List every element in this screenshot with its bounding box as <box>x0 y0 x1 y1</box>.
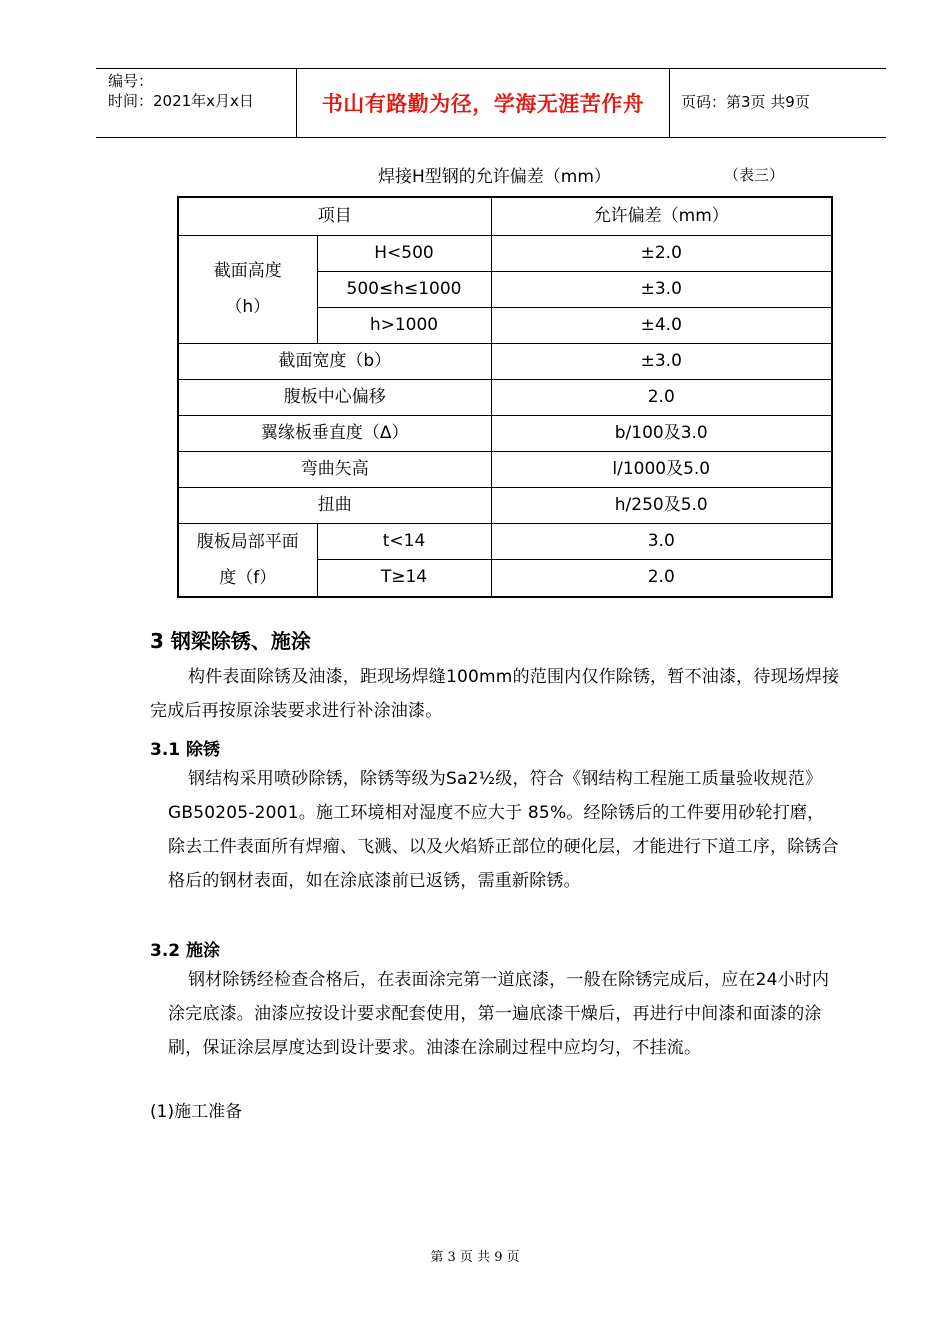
table-row <box>178 235 832 271</box>
label-line: （h） <box>225 297 271 317</box>
header-cell-tolerance: 允许偏差（mm） <box>491 197 832 235</box>
value-cell: ±3.0 <box>491 271 832 307</box>
item-cell: 截面宽度（b） <box>178 343 491 379</box>
value-cell: 2.0 <box>491 559 832 596</box>
header-meta <box>108 71 254 111</box>
section-height-label <box>178 235 317 343</box>
label-line: 腹板局部平面 <box>196 531 299 552</box>
header-divider <box>669 69 670 137</box>
value-cell: 3.0 <box>491 523 832 559</box>
section-title: 3 钢梁除锈、施涂 <box>150 629 311 653</box>
condition-cell: h>1000 <box>317 307 491 343</box>
table-row <box>178 451 832 487</box>
value-cell: l/1000及5.0 <box>491 451 832 487</box>
value-cell: b/100及3.0 <box>491 415 832 451</box>
table-row <box>178 379 832 415</box>
value-cell: ±3.0 <box>491 343 832 379</box>
page-header <box>96 68 886 138</box>
item-cell: 腹板中心偏移 <box>178 379 491 415</box>
table-tag: （表三） <box>724 166 785 184</box>
value-cell: 2.0 <box>491 379 832 415</box>
condition-cell: t<14 <box>317 523 491 559</box>
condition-cell: H<500 <box>317 235 491 271</box>
table-header-row <box>178 197 832 235</box>
table-row <box>178 523 832 559</box>
subsection-title-rust-removal: 3.1 除锈 <box>150 740 221 760</box>
code-label: 编号： <box>108 72 154 90</box>
value-cell: h/250及5.0 <box>491 487 832 523</box>
web-flatness-label <box>178 523 317 597</box>
subsection-title-coating: 3.2 施涂 <box>150 941 221 961</box>
header-page-number: 页码：第3页 共9页 <box>681 93 810 111</box>
rust-removal-paragraph: 钢结构采用喷砂除锈，除锈等级为Sa2½级，符合《钢结构工程施工质量验收规范》GB50205-2001。施工环境相对湿度不应大于 85%。经除锈后的工件要用砂轮打磨，除去工件表面所有焊瘤、飞溅、以及火焰矫正部位的硬化层，才能进行下道工序，除锈合格后的钢材表面，如在涂底漆前已返锈，需重新除锈。 <box>168 769 839 891</box>
list-item-preparation: (1)施工准备 <box>150 1102 243 1122</box>
item-cell: 翼缘板垂直度（Δ） <box>178 415 491 451</box>
item-cell: 弯曲矢高 <box>178 451 491 487</box>
item-cell: 扭曲 <box>178 487 491 523</box>
table-row <box>178 487 832 523</box>
value-cell: ±2.0 <box>491 235 832 271</box>
tolerance-table <box>177 196 833 598</box>
intro-paragraph: 构件表面除锈及油漆，距现场焊缝100mm的范围内仅作除锈，暂不油漆，待现场焊接完成后再按原涂装要求进行补涂油漆。 <box>150 667 840 721</box>
condition-cell: 500≤h≤1000 <box>317 271 491 307</box>
header-cell-item: 项目 <box>178 197 491 235</box>
label-line: 截面高度 <box>213 261 282 281</box>
label-line: 度（f） <box>219 567 277 588</box>
header-motto: 书山有路勤为径，学海无涯苦作舟 <box>321 92 645 116</box>
condition-cell: T≥14 <box>317 559 491 596</box>
time-label: 时间：2021年x月x日 <box>108 92 254 110</box>
table-caption: 焊接H型钢的允许偏差（mm） <box>378 167 611 187</box>
coating-paragraph: 钢材除锈经检查合格后，在表面涂完第一道底漆，一般在除锈完成后，应在24小时内涂完底漆。油漆应按设计要求配套使用，第一遍底漆干燥后，再进行中间漆和面漆的涂刷，保证涂层厚度达到设计要求。油漆在涂刷过程中应均匀，不挂流。 <box>168 970 830 1058</box>
page-footer: 第 3 页 共 9 页 <box>430 1250 520 1265</box>
value-cell: ±4.0 <box>491 307 832 343</box>
table-row <box>178 415 832 451</box>
table-row <box>178 343 832 379</box>
